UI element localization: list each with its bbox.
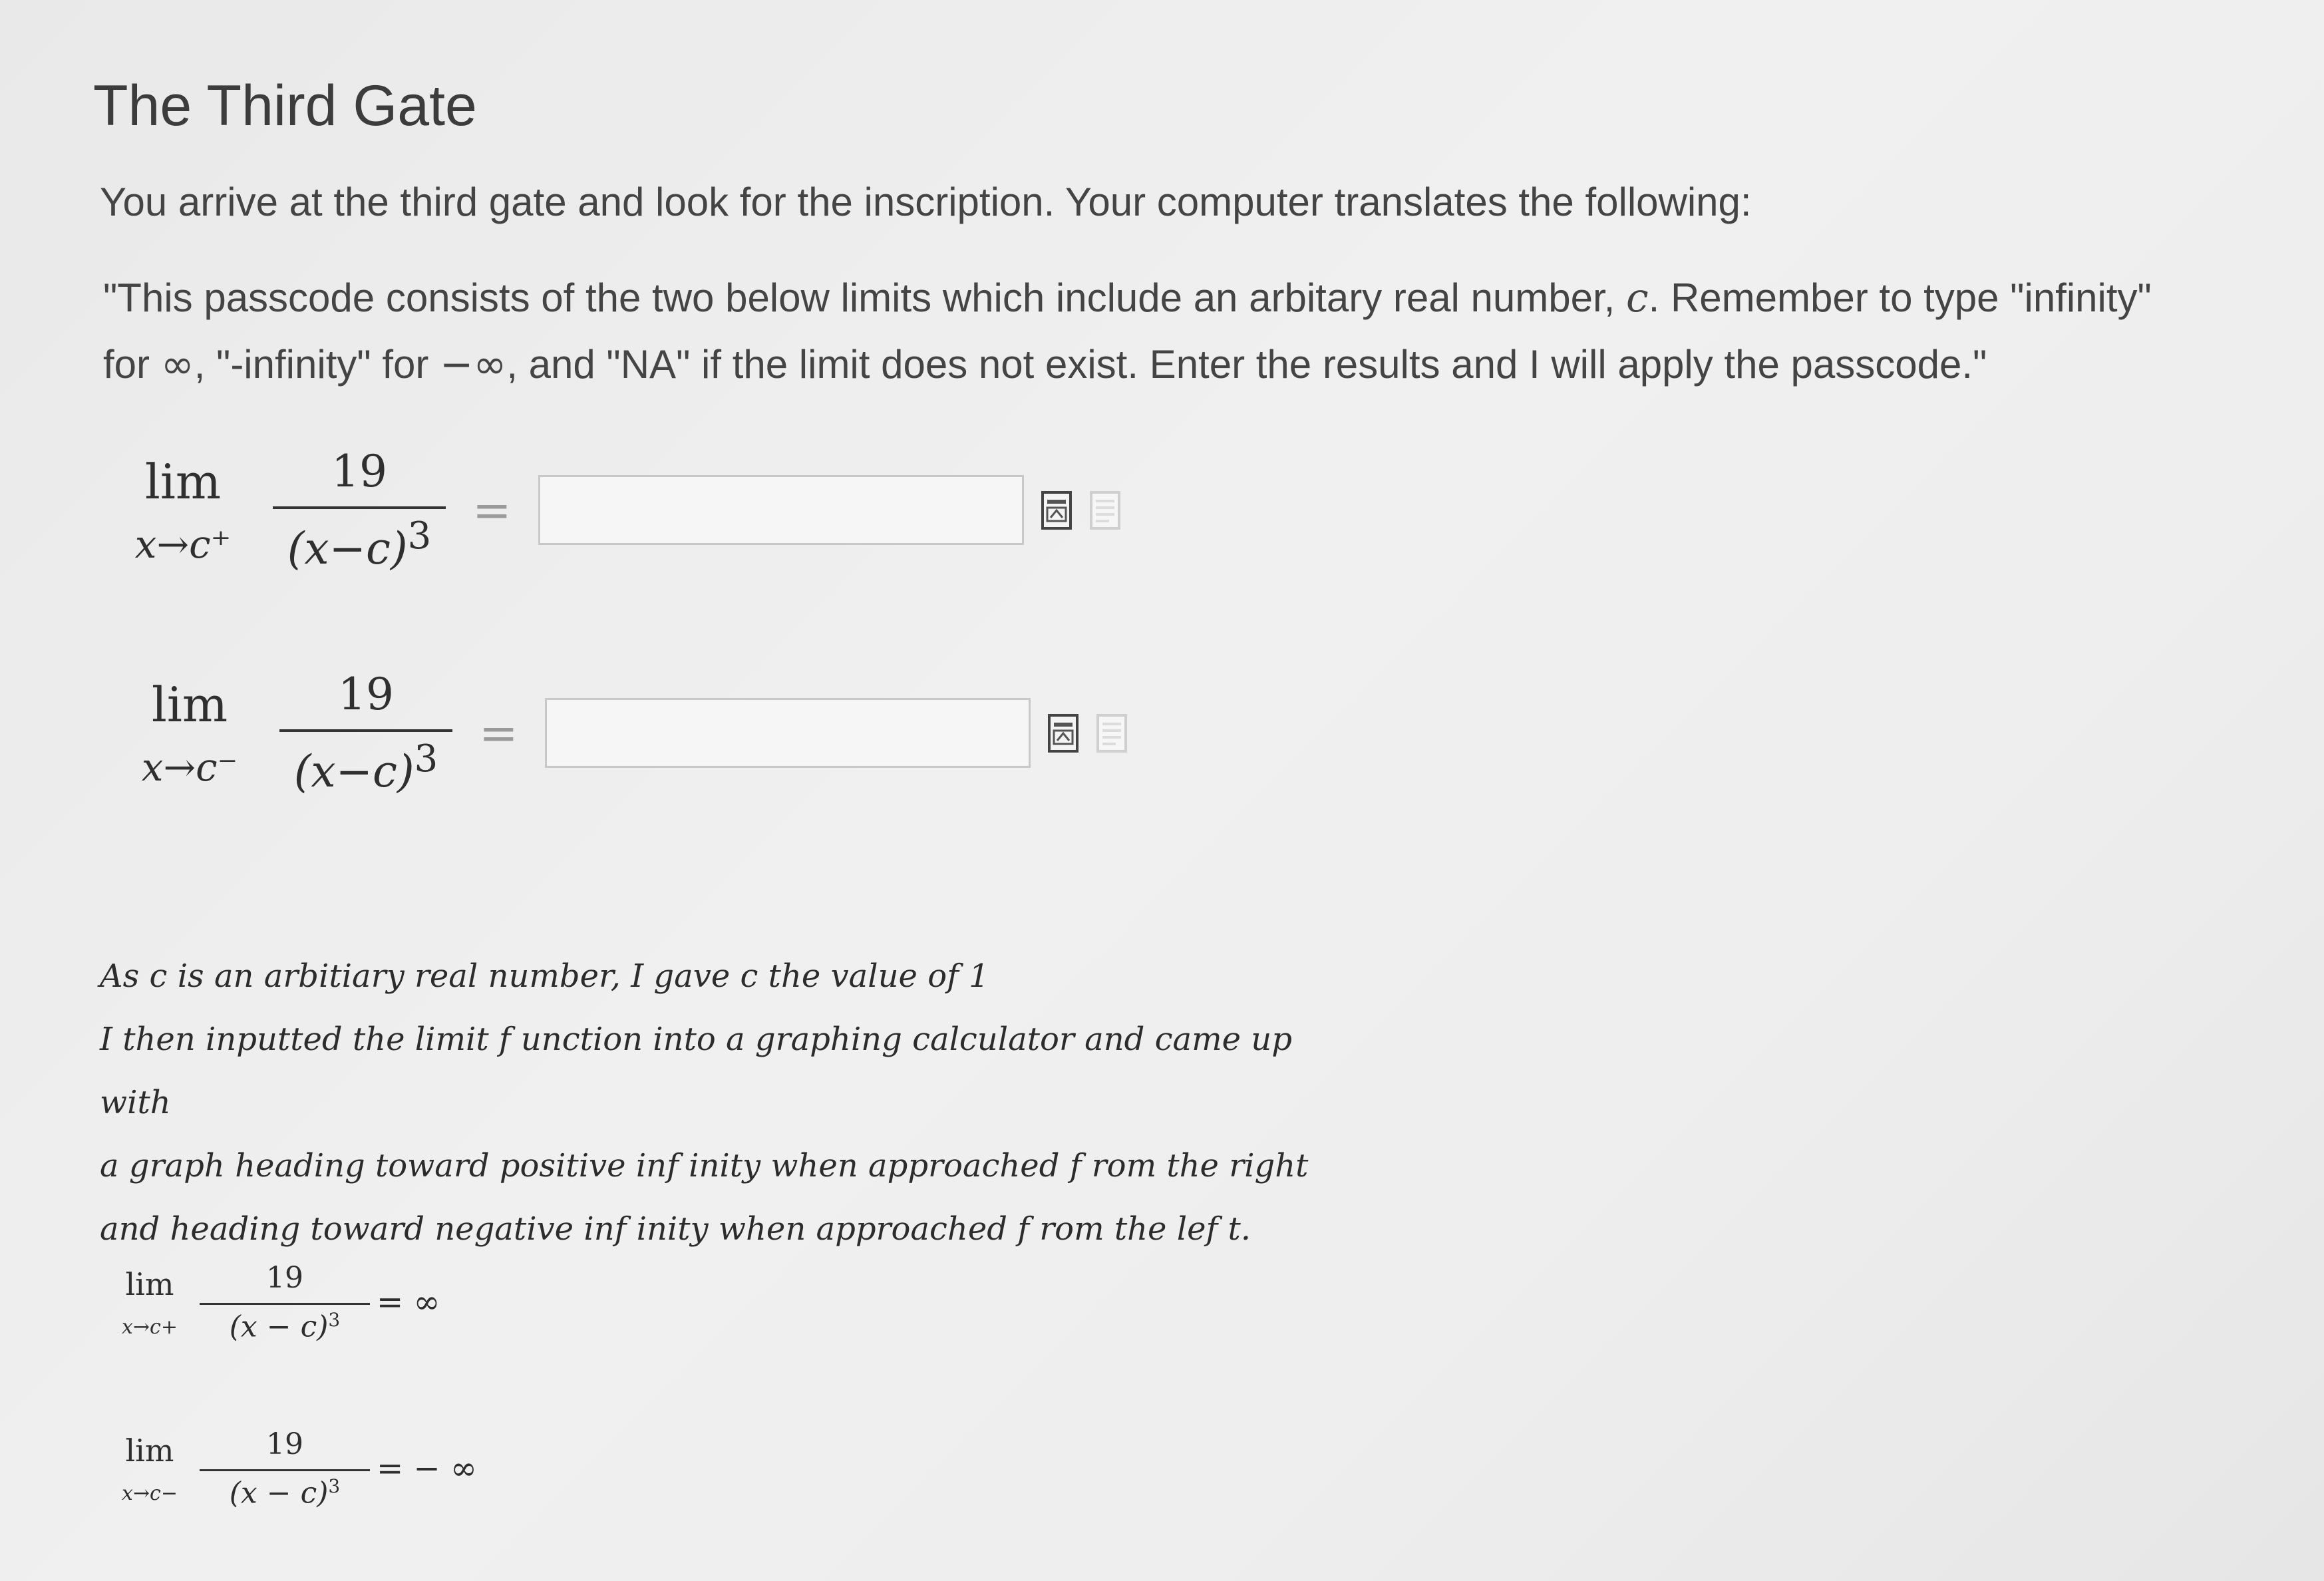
denominator: $(x-c)^3$: [287, 514, 432, 574]
limit-expression-right: [106, 446, 1121, 574]
quote-part-3: , "-infinity" for: [194, 342, 440, 387]
explanation-line-3: a graph heading toward positive inf inity when approached f rom the right: [100, 1147, 1309, 1184]
quote-part-2: . Remember to type "infinity" for: [103, 275, 2152, 387]
problem-page: [93, 73, 2222, 398]
equals-sign: =: [472, 482, 512, 538]
numerator: 19: [200, 1427, 370, 1471]
page-title: The Third Gate: [93, 74, 477, 138]
passcode-instructions: [103, 265, 2199, 398]
help-document-icon[interactable]: [1089, 490, 1121, 530]
result-left-limit: [106, 1427, 477, 1510]
help-document-icon[interactable]: [1096, 713, 1128, 753]
explanation-line-2: I then inputted the limit f unction into a graphing calculator and came up with: [100, 1021, 1292, 1121]
answer-input-left-limit[interactable]: [545, 698, 1031, 768]
lim-subscript: x→c+: [122, 1315, 178, 1339]
lim-operator: [113, 677, 266, 790]
equation-preview-icon[interactable]: [1041, 490, 1073, 530]
equation-preview-icon[interactable]: [1047, 713, 1079, 753]
fraction: [200, 1261, 370, 1344]
variable-c: c: [1626, 275, 1649, 321]
numerator: 19: [200, 1261, 370, 1305]
numerator: 19: [273, 446, 446, 509]
limit-result: = ∞: [377, 1284, 440, 1321]
lim-word: lim: [144, 453, 222, 510]
limit-result: = − ∞: [377, 1450, 477, 1488]
fraction: [273, 446, 446, 574]
denominator: $(x - c)^3$: [229, 1475, 341, 1510]
equals-sign: =: [479, 705, 518, 761]
answer-input-right-limit[interactable]: [538, 475, 1024, 545]
explanation-line-1: As c is an arbitiary real number, I gave c the value of 1: [100, 958, 989, 995]
lim-word: lim: [125, 1432, 174, 1469]
lim-subscript: x→c⁻: [141, 744, 238, 790]
explanation-line-4: and heading toward negative inf inity when approached f rom the lef t.: [100, 1210, 1251, 1248]
lim-word: lim: [125, 1266, 174, 1302]
student-explanation: [100, 945, 1364, 1261]
denominator: $(x - c)^3$: [229, 1309, 341, 1344]
numerator: 19: [279, 669, 452, 732]
lim-subscript: x→c−: [122, 1481, 178, 1505]
lim-operator: [106, 454, 259, 567]
limit-expression-left: [113, 669, 1128, 797]
fraction: [200, 1427, 370, 1510]
fraction: [279, 669, 452, 797]
intro-text: You arrive at the third gate and look for the inscription. Your computer translates the following:: [100, 180, 1752, 224]
lim-word: lim: [151, 676, 228, 733]
negative-infinity-symbol: −∞: [440, 341, 507, 388]
lim-subscript: x→c⁺: [134, 521, 232, 567]
result-right-limit: [106, 1261, 440, 1344]
lim-operator: [106, 1433, 193, 1505]
quote-part-4: , and "NA" if the limit does not exist. Enter the results and I will apply the passcode.": [506, 342, 1987, 387]
quote-part-1: "This passcode consists of the two below limits which include an arbitary real number,: [103, 275, 1627, 320]
lim-operator: [106, 1266, 193, 1339]
infinity-symbol: ∞: [160, 341, 194, 388]
denominator: $(x-c)^3$: [293, 737, 438, 797]
